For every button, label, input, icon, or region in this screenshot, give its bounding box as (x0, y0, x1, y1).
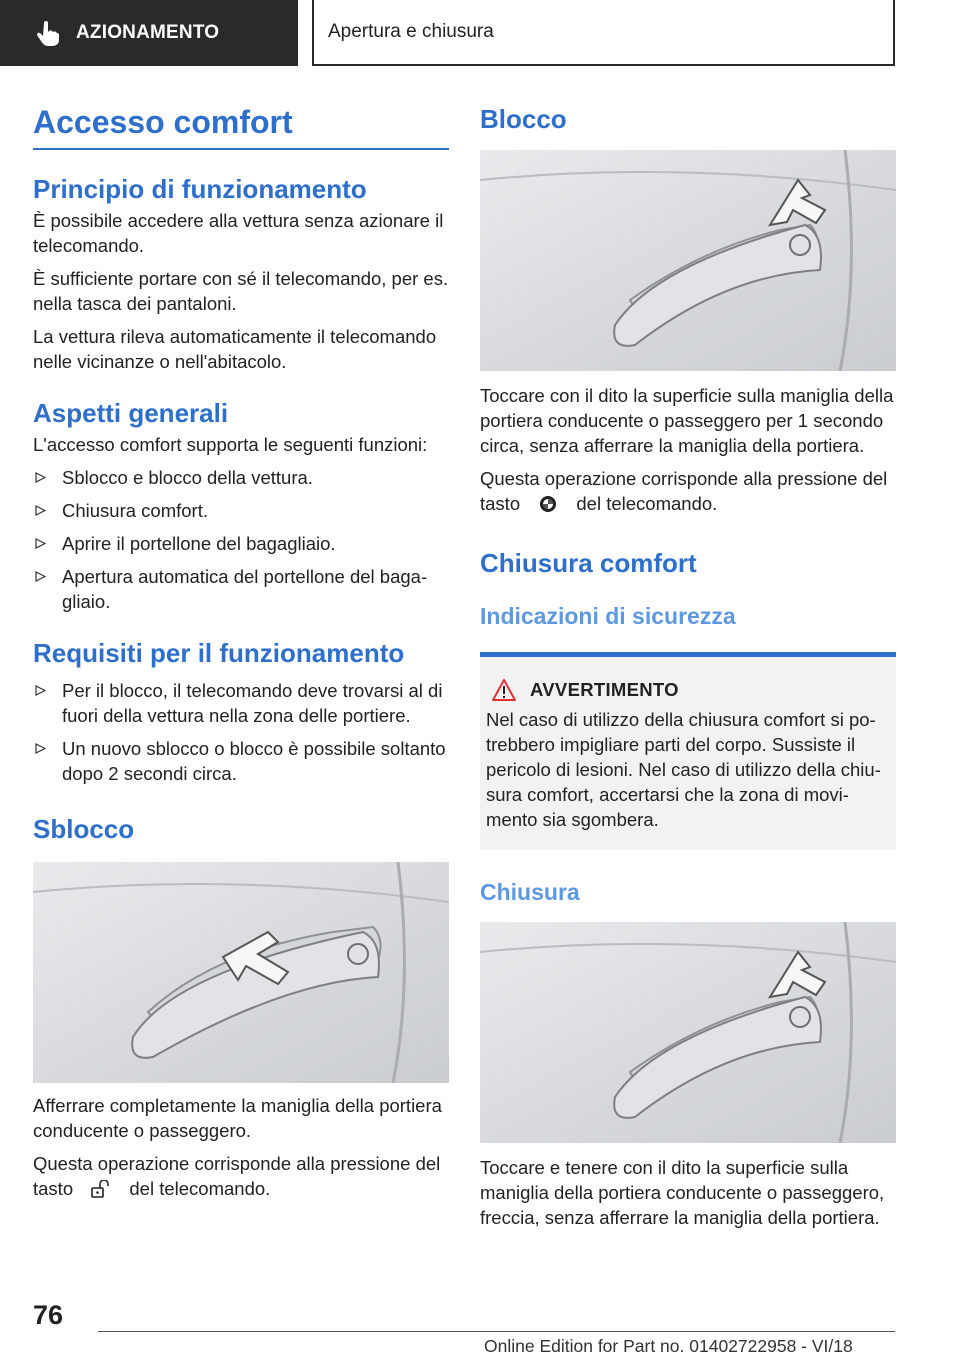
door-handle-image-sblocco (33, 862, 449, 1083)
paragraph: L'accesso comfort supporta le seguenti funzioni: (33, 434, 428, 455)
requisiti-list (33, 678, 449, 786)
heading-chiusura-comfort: Chiusura comfort (480, 548, 697, 578)
page-number: 76 (33, 1300, 64, 1330)
list-item: Per il blocco, il telecomando deve trovarsi al di fuori della vettura nella zona delle portiere. (33, 678, 449, 728)
footer-divider (98, 1331, 895, 1332)
paragraph: Afferrare completamente la maniglia della portiera conducente o passeggero. (33, 1095, 442, 1141)
door-handle-image-chiusura (480, 922, 896, 1143)
section-title: AZIONAMENTO (76, 22, 220, 43)
footer-edition: Online Edition for Part no. 01402722958 - VI/18 (484, 1336, 853, 1356)
list-item: Aprire il portellone del bagagliaio. (33, 531, 449, 556)
door-handle-image-blocco (480, 150, 896, 371)
triangle-bullet-icon (35, 472, 46, 483)
page-header (0, 0, 960, 66)
section-tab[interactable] (0, 0, 298, 66)
list-item: Chiusura comfort. (33, 498, 449, 523)
list-item: Apertura automatica del portellone del bagagliaio. (33, 564, 449, 614)
paragraph: È possibile accedere alla vettura senza azionare il telecomando. (33, 210, 444, 256)
heading-sblocco: Sblocco (33, 814, 135, 844)
heading-principio: Principio di funzionamento (33, 174, 367, 204)
paragraph: È sufficiente portare con sé il telecomando, per es. nella tasca dei pantaloni. (33, 268, 449, 314)
hand-touch-icon (34, 19, 62, 47)
warning-icon (492, 679, 516, 701)
warning-text: Nel caso di utilizzo della chiusura comfort si potrebbero impigliare parti del corpo. Sussiste il pericolo di lesioni. Nel caso di utilizzo della chiusura comfort, accertarsi che la zona di movimento sia sgombera. (486, 709, 881, 830)
left-column (33, 100, 449, 1201)
topic-tab[interactable] (312, 0, 895, 66)
heading-chiusura: Chiusura (480, 879, 580, 905)
aspetti-list (33, 465, 449, 614)
triangle-bullet-icon (35, 743, 46, 754)
triangle-bullet-icon (35, 538, 46, 549)
heading-requisiti: Requisiti per il funzionamento (33, 638, 405, 668)
warning-box (480, 652, 896, 850)
list-item: Un nuovo sblocco o blocco è possibile soltanto dopo 2 secondi circa. (33, 736, 449, 786)
heading-sicurezza: Indicazioni di sicurezza (480, 603, 736, 629)
paragraph: Questa operazione corrisponde alla pressione del tasto del telecomando. (33, 1153, 441, 1199)
triangle-bullet-icon (35, 505, 46, 516)
paragraph: Toccare e tenere con il dito la superficie sulla maniglia della portiera conducente o passeggero, freccia, senza afferrare la maniglia della portiera. (480, 1157, 885, 1228)
list-item: Sblocco e blocco della vettura. (33, 465, 449, 490)
heading-aspetti: Aspetti generali (33, 398, 229, 428)
warning-header (486, 679, 890, 701)
triangle-bullet-icon (35, 685, 46, 696)
unlock-key-icon (90, 1180, 112, 1198)
topic-title: Apertura e chiusura (328, 21, 494, 42)
heading-blocco: Blocco (480, 104, 567, 134)
paragraph: La vettura rileva automaticamente il telecomando nelle vicinanze o nell'abitacolo. (33, 326, 437, 372)
right-column (480, 102, 896, 1230)
bmw-logo-icon (537, 495, 559, 513)
paragraph: Questa operazione corrisponde alla pressione del tasto del telecomando. (480, 468, 888, 514)
paragraph: Toccare con il dito la superficie sulla maniglia della portiera conducente o passeggero per 1 secondo circa, senza afferrare la maniglia della portiera. (480, 385, 894, 456)
triangle-bullet-icon (35, 571, 46, 582)
warning-title: AVVERTIMENTO (530, 679, 679, 700)
page-title: Accesso comfort (33, 100, 449, 150)
